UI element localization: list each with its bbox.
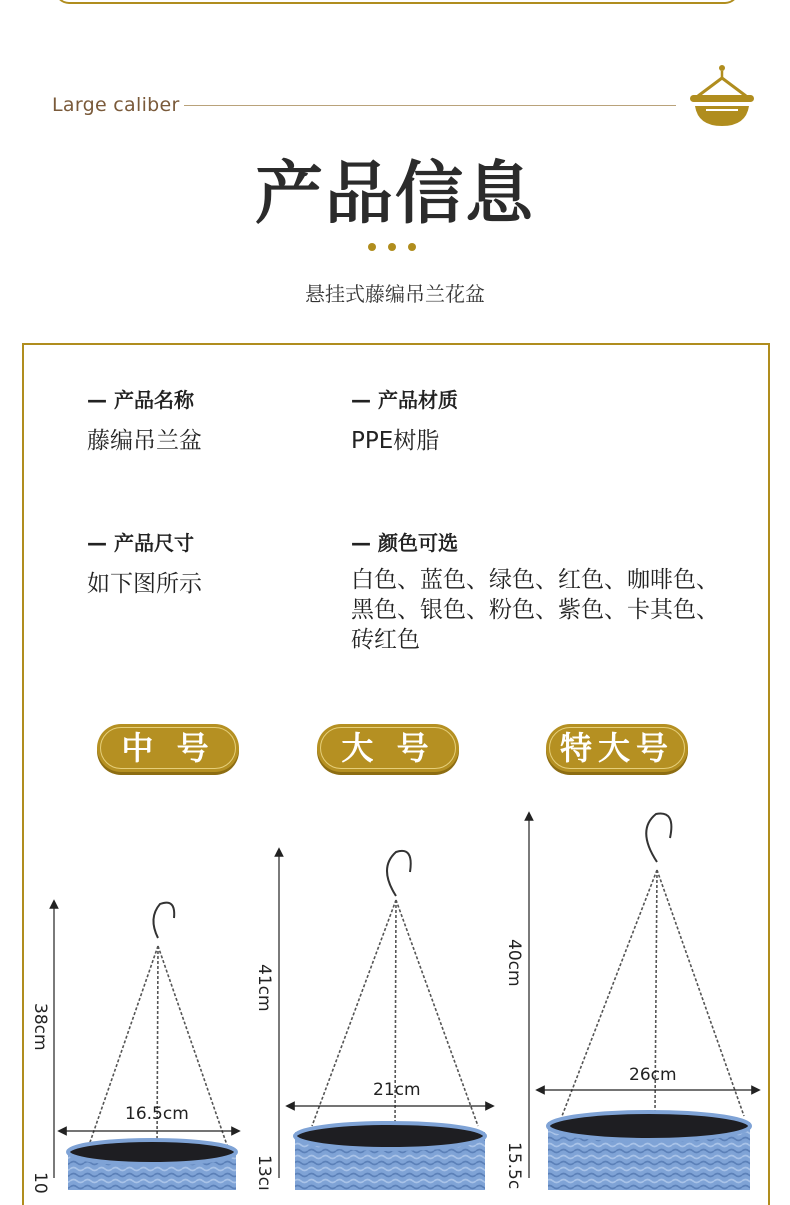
height-label-xlarge: 40cm (504, 939, 524, 987)
width-label-xlarge: 26cm (629, 1065, 677, 1085)
material-value: PPE树脂 (351, 428, 440, 454)
height-label-medium: 38cm (30, 1003, 50, 1051)
size-tab-medium[interactable]: 中 号 (97, 724, 239, 772)
color-label: — 颜色可选 (351, 531, 458, 555)
pot-diagram-xlarge (529, 814, 756, 1191)
name-label: — 产品名称 (87, 388, 194, 412)
pot-height-label-large: 13cı (254, 1155, 274, 1191)
page-subtitle: 悬挂式藤编吊兰花盆 (305, 282, 485, 306)
pot-diagram-medium (54, 903, 236, 1190)
color-line: 白色、蓝色、绿色、红色、咖啡色、 (351, 567, 719, 593)
name-value: 藤编吊兰盆 (87, 428, 202, 454)
three-dots-icon (368, 243, 424, 253)
color-list (351, 565, 766, 655)
page-title: 产品信息 (254, 155, 535, 234)
width-label-medium: 16.5cm (125, 1104, 189, 1124)
pot-height-label-xlarge: 15.5c (504, 1142, 524, 1190)
hanging-pot-icon (686, 62, 758, 134)
pot-height-label-medium: 10 (30, 1172, 50, 1194)
size-tab-large[interactable]: 大 号 (317, 724, 459, 772)
size-value: 如下图所示 (87, 571, 202, 597)
size-label: — 产品尺寸 (87, 531, 194, 555)
eyebrow-divider (184, 105, 676, 106)
color-line: 黑色、银色、粉色、紫色、卡其色、 (351, 597, 719, 623)
eyebrow-text: Large caliber (52, 94, 180, 116)
height-label-large: 41cm (254, 964, 274, 1012)
color-line: 砖红色 (351, 627, 420, 653)
material-label: — 产品材质 (351, 388, 458, 412)
top-frame-edge (55, 0, 739, 4)
size-diagrams (0, 800, 790, 1190)
pot-diagram-large (279, 851, 490, 1190)
width-label-large: 21cm (373, 1080, 421, 1100)
size-tab-xlarge[interactable]: 特大号 (546, 724, 688, 772)
